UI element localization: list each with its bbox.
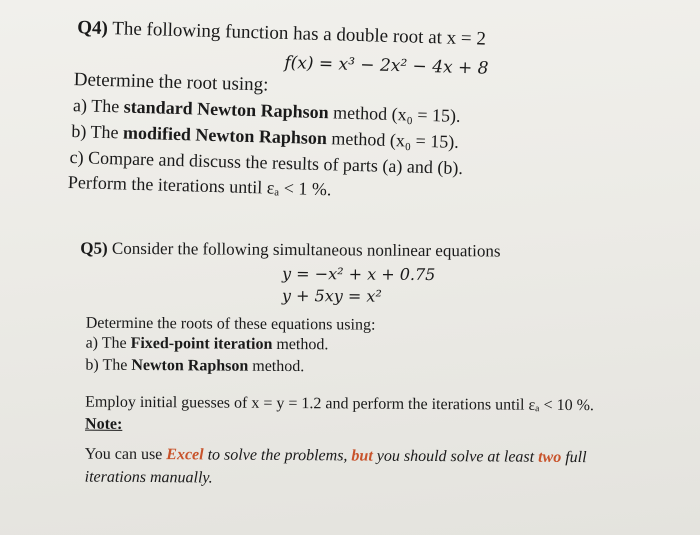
q4-perform: Perform the iterations until εₐ < 1 %.	[67, 171, 332, 200]
q4-intro-line	[77, 17, 486, 50]
q4-intro: The following function has a double root at x = 2	[111, 18, 487, 50]
excel-highlight: Excel	[166, 446, 204, 464]
q4-part-b-method: modified Newton Raphson	[122, 122, 328, 149]
q5-equation-1: y = −x² + x + 0.75	[282, 263, 436, 285]
q5-equation-2: y + 5xy = x²	[281, 285, 382, 306]
question-4	[0, 0, 700, 200]
q5-part-a-method: Fixed-point iteration	[130, 334, 273, 353]
q4-part-a: a) The standard Newton Raphson method (x₀ = 15).	[72, 95, 461, 126]
q5-note-text-2: iterations manually.	[84, 468, 213, 487]
q4-part-c: c) Compare and discuss the results of parts (a) and (b).	[69, 147, 464, 178]
q4-function: f(x) = x³ − 2x² − 4x + 8	[284, 52, 489, 79]
two-highlight: two	[538, 448, 562, 466]
q5-label: Q5)	[80, 238, 108, 258]
q4-part-a-method: standard Newton Raphson	[123, 96, 329, 123]
q5-intro-line	[80, 239, 500, 262]
q4-part-b: b) The modified Newton Raphson method (x₀ = 15).	[71, 121, 460, 152]
q5-intro: Consider the following simultaneous nonlinear equations	[111, 238, 501, 261]
q5-note-label: Note:	[84, 415, 123, 433]
q5-determine: Determine the roots of these equations using:	[85, 314, 376, 334]
q5-part-a: a) The Fixed-point iteration method.	[85, 334, 329, 354]
q5-note-text: You can use Excel to solve the problems, but you should solve at least two full	[84, 445, 587, 467]
but-highlight: but	[351, 447, 373, 465]
q5-employ: Employ initial guesses of x = y = 1.2 and perform the iterations until εₐ < 10 %.	[85, 393, 594, 415]
q5-part-b: b) The Newton Raphson method.	[85, 356, 305, 376]
q5-part-b-method: Newton Raphson	[131, 356, 249, 375]
q4-label: Q4)	[76, 17, 109, 40]
q4-determine: Determine the root using:	[73, 69, 269, 96]
